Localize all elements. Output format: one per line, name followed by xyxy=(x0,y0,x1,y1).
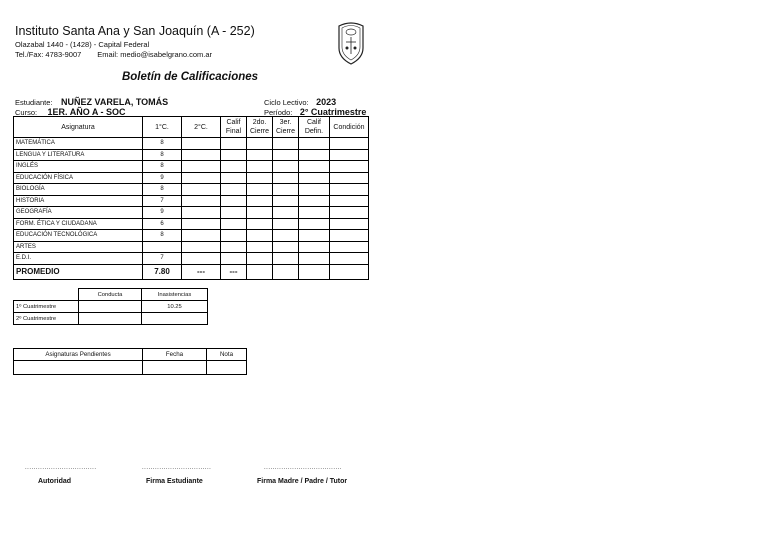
close2-cell xyxy=(247,149,273,161)
institution-name: Instituto Santa Ana y San Joaquín (A - 252) xyxy=(15,24,255,38)
pending-row xyxy=(14,361,247,375)
condition-cell xyxy=(330,161,369,173)
close3-cell xyxy=(273,230,299,242)
q2-grade-cell xyxy=(182,172,221,184)
condition-cell xyxy=(330,241,369,253)
definitive-cell xyxy=(299,241,330,253)
final-grade-cell xyxy=(221,172,247,184)
cycle-year: 2023 xyxy=(316,97,337,107)
header-close3-line1: 3er. xyxy=(279,119,292,126)
q2-grade-cell xyxy=(182,230,221,242)
pending-grade-header: Nota xyxy=(207,349,247,361)
close3-cell xyxy=(273,149,299,161)
student-label: Estudiante: xyxy=(15,98,53,107)
conduct-corner xyxy=(14,289,79,301)
definitive-cell xyxy=(299,230,330,242)
grade-row xyxy=(14,230,369,242)
q1-grade-cell: 8 xyxy=(143,184,182,196)
q1-grade-cell: 6 xyxy=(143,218,182,230)
condition-cell xyxy=(330,218,369,230)
definitive-cell xyxy=(299,161,330,173)
grades-table xyxy=(13,116,369,280)
subject-cell: HISTORIA xyxy=(14,195,143,207)
close2-cell xyxy=(247,161,273,173)
q1-grade-cell: 9 xyxy=(143,172,182,184)
definitive-cell xyxy=(299,218,330,230)
period-label: Período: xyxy=(264,108,293,117)
close3-cell xyxy=(273,195,299,207)
grade-row xyxy=(14,241,369,253)
final-grade-cell xyxy=(221,138,247,150)
q2-grade-cell xyxy=(182,218,221,230)
subject-cell: GEOGRAFÍA xyxy=(14,207,143,219)
period-value: 2° Cuatrimestre xyxy=(299,107,367,117)
subject-cell: LENGUA Y LITERATURA xyxy=(14,149,143,161)
definitive-cell xyxy=(299,207,330,219)
final-grade-cell xyxy=(221,241,247,253)
close2-cell xyxy=(247,241,273,253)
header-close3-line2: Cierre xyxy=(275,128,296,135)
q2-grade-cell xyxy=(182,184,221,196)
close3-cell xyxy=(273,218,299,230)
q2-grade-cell xyxy=(182,195,221,207)
header-close2-line2: Cierre xyxy=(249,128,270,135)
document-title: Boletín de Calificaciones xyxy=(121,71,259,83)
grade-row xyxy=(14,207,369,219)
close3-cell xyxy=(273,161,299,173)
definitive-cell xyxy=(299,138,330,150)
conduct-header: Conducta xyxy=(79,289,142,301)
average-final: --- xyxy=(221,264,247,279)
conduct-row-label: 2º Cuatrimestre xyxy=(14,313,79,325)
grade-row xyxy=(14,218,369,230)
q1-grade-cell: 9 xyxy=(143,207,182,219)
signature-student: Firma Estudiante xyxy=(146,478,203,485)
header-q1: 1°C. xyxy=(143,117,182,138)
condition-cell xyxy=(330,172,369,184)
close3-cell xyxy=(273,138,299,150)
final-grade-cell xyxy=(221,161,247,173)
close2-cell xyxy=(247,138,273,150)
condition-cell xyxy=(330,149,369,161)
conduct-row-conduct xyxy=(79,313,142,325)
pending-date-cell xyxy=(143,361,207,375)
subject-cell: BIOLOGÍA xyxy=(14,184,143,196)
grade-row xyxy=(14,184,369,196)
grade-row xyxy=(14,172,369,184)
definitive-cell xyxy=(299,172,330,184)
close2-cell xyxy=(247,218,273,230)
header-final-line2: Final xyxy=(225,128,242,135)
pending-subjects-header: Asignaturas Pendientes xyxy=(14,349,143,361)
grades-body xyxy=(14,138,369,280)
average-close2 xyxy=(247,264,273,279)
header-condition: Condición xyxy=(330,117,369,138)
header-q2: 2°C. xyxy=(182,117,221,138)
header-subject: Asignatura xyxy=(14,117,143,138)
cycle-label: Ciclo Lectivo: xyxy=(264,98,309,107)
condition-cell xyxy=(330,230,369,242)
close3-cell xyxy=(273,241,299,253)
subject-cell: EDUCACIÓN FÍSICA xyxy=(14,172,143,184)
institution-tel: Tel./Fax: 4783-9007 xyxy=(15,50,82,59)
close3-cell xyxy=(273,207,299,219)
header-close2-line1: 2do. xyxy=(252,119,267,126)
pending-header-row xyxy=(14,349,247,361)
header-definitive-line2: Defin. xyxy=(304,128,324,135)
grade-row xyxy=(14,253,369,265)
subject-cell: FORM. ÉTICA Y CIUDADANA xyxy=(14,218,143,230)
average-label: PROMEDIO xyxy=(14,264,143,279)
institution-address: Olazabal 1440 - (1428) - Capital Federal xyxy=(15,40,150,49)
absences-header: Inasistencias xyxy=(142,289,208,301)
definitive-cell xyxy=(299,195,330,207)
average-q1: 7.80 xyxy=(143,264,182,279)
student-name: NUÑEZ VARELA, TOMÁS xyxy=(60,97,169,107)
subject-cell: E.D.I. xyxy=(14,253,143,265)
header-definitive xyxy=(299,117,330,138)
final-grade-cell xyxy=(221,253,247,265)
final-grade-cell xyxy=(221,195,247,207)
signature-authority: Autoridad xyxy=(38,478,72,485)
grades-header-row xyxy=(14,117,369,138)
subject-cell: INGLÉS xyxy=(14,161,143,173)
conduct-table xyxy=(13,288,208,325)
header-final xyxy=(221,117,247,138)
condition-cell xyxy=(330,253,369,265)
close2-cell xyxy=(247,253,273,265)
condition-cell xyxy=(330,207,369,219)
condition-cell xyxy=(330,138,369,150)
q1-grade-cell xyxy=(143,241,182,253)
grade-row xyxy=(14,195,369,207)
conduct-row-label: 1º Cuatrimestre xyxy=(14,301,79,313)
header-close2 xyxy=(247,117,273,138)
q1-grade-cell: 7 xyxy=(143,253,182,265)
q2-grade-cell xyxy=(182,207,221,219)
q1-grade-cell: 8 xyxy=(143,161,182,173)
conduct-row-absences xyxy=(142,313,208,325)
q1-grade-cell: 8 xyxy=(143,149,182,161)
q2-grade-cell xyxy=(182,161,221,173)
close2-cell xyxy=(247,172,273,184)
institution-contact xyxy=(15,50,212,59)
close3-cell xyxy=(273,253,299,265)
final-grade-cell xyxy=(221,218,247,230)
average-definitive xyxy=(299,264,330,279)
institution-email: Email: medio@isabelgrano.com.ar xyxy=(97,50,213,59)
definitive-cell xyxy=(299,184,330,196)
average-condition xyxy=(330,264,369,279)
close2-cell xyxy=(247,230,273,242)
header-definitive-line1: Calif xyxy=(306,119,321,126)
final-grade-cell xyxy=(221,207,247,219)
close2-cell xyxy=(247,207,273,219)
grade-row xyxy=(14,161,369,173)
average-q2: --- xyxy=(182,264,221,279)
close3-cell xyxy=(273,184,299,196)
pending-subjects-table xyxy=(13,348,247,375)
conduct-row-conduct xyxy=(79,301,142,313)
q2-grade-cell xyxy=(182,149,221,161)
definitive-cell xyxy=(299,149,330,161)
close3-cell xyxy=(273,172,299,184)
signature-line-guardian: .................................... xyxy=(264,465,343,471)
final-grade-cell xyxy=(221,149,247,161)
close2-cell xyxy=(247,184,273,196)
close2-cell xyxy=(247,195,273,207)
conduct-row xyxy=(14,313,208,325)
signature-guardian: Firma Madre / Padre / Tutor xyxy=(257,478,348,485)
conduct-header-row xyxy=(14,289,208,301)
signature-line-student: ................................ xyxy=(142,465,212,471)
header-final-line1: Calif xyxy=(226,119,241,126)
conduct-row-absences: 10.25 xyxy=(142,301,208,313)
conduct-row xyxy=(14,301,208,313)
pending-grade-cell xyxy=(207,361,247,375)
subject-cell: EDUCACIÓN TECNOLÓGICA xyxy=(14,230,143,242)
q2-grade-cell xyxy=(182,138,221,150)
condition-cell xyxy=(330,195,369,207)
q1-grade-cell: 7 xyxy=(143,195,182,207)
signature-line-authority: ................................. xyxy=(25,465,97,471)
subject-cell: ARTES xyxy=(14,241,143,253)
header-close3 xyxy=(273,117,299,138)
course-label: Curso: xyxy=(15,108,38,117)
course-value: 1ER. AÑO A - SOC xyxy=(47,107,126,117)
final-grade-cell xyxy=(221,184,247,196)
subject-cell: MATEMÁTICA xyxy=(14,138,143,150)
definitive-cell xyxy=(299,253,330,265)
q2-grade-cell xyxy=(182,241,221,253)
grade-row xyxy=(14,138,369,150)
final-grade-cell xyxy=(221,230,247,242)
average-close3 xyxy=(273,264,299,279)
q1-grade-cell: 8 xyxy=(143,138,182,150)
condition-cell xyxy=(330,184,369,196)
grade-row xyxy=(14,149,369,161)
q1-grade-cell: 8 xyxy=(143,230,182,242)
school-crest-icon xyxy=(333,20,369,66)
pending-date-header: Fecha xyxy=(143,349,207,361)
q2-grade-cell xyxy=(182,253,221,265)
pending-subject-cell xyxy=(14,361,143,375)
average-row xyxy=(14,264,369,279)
